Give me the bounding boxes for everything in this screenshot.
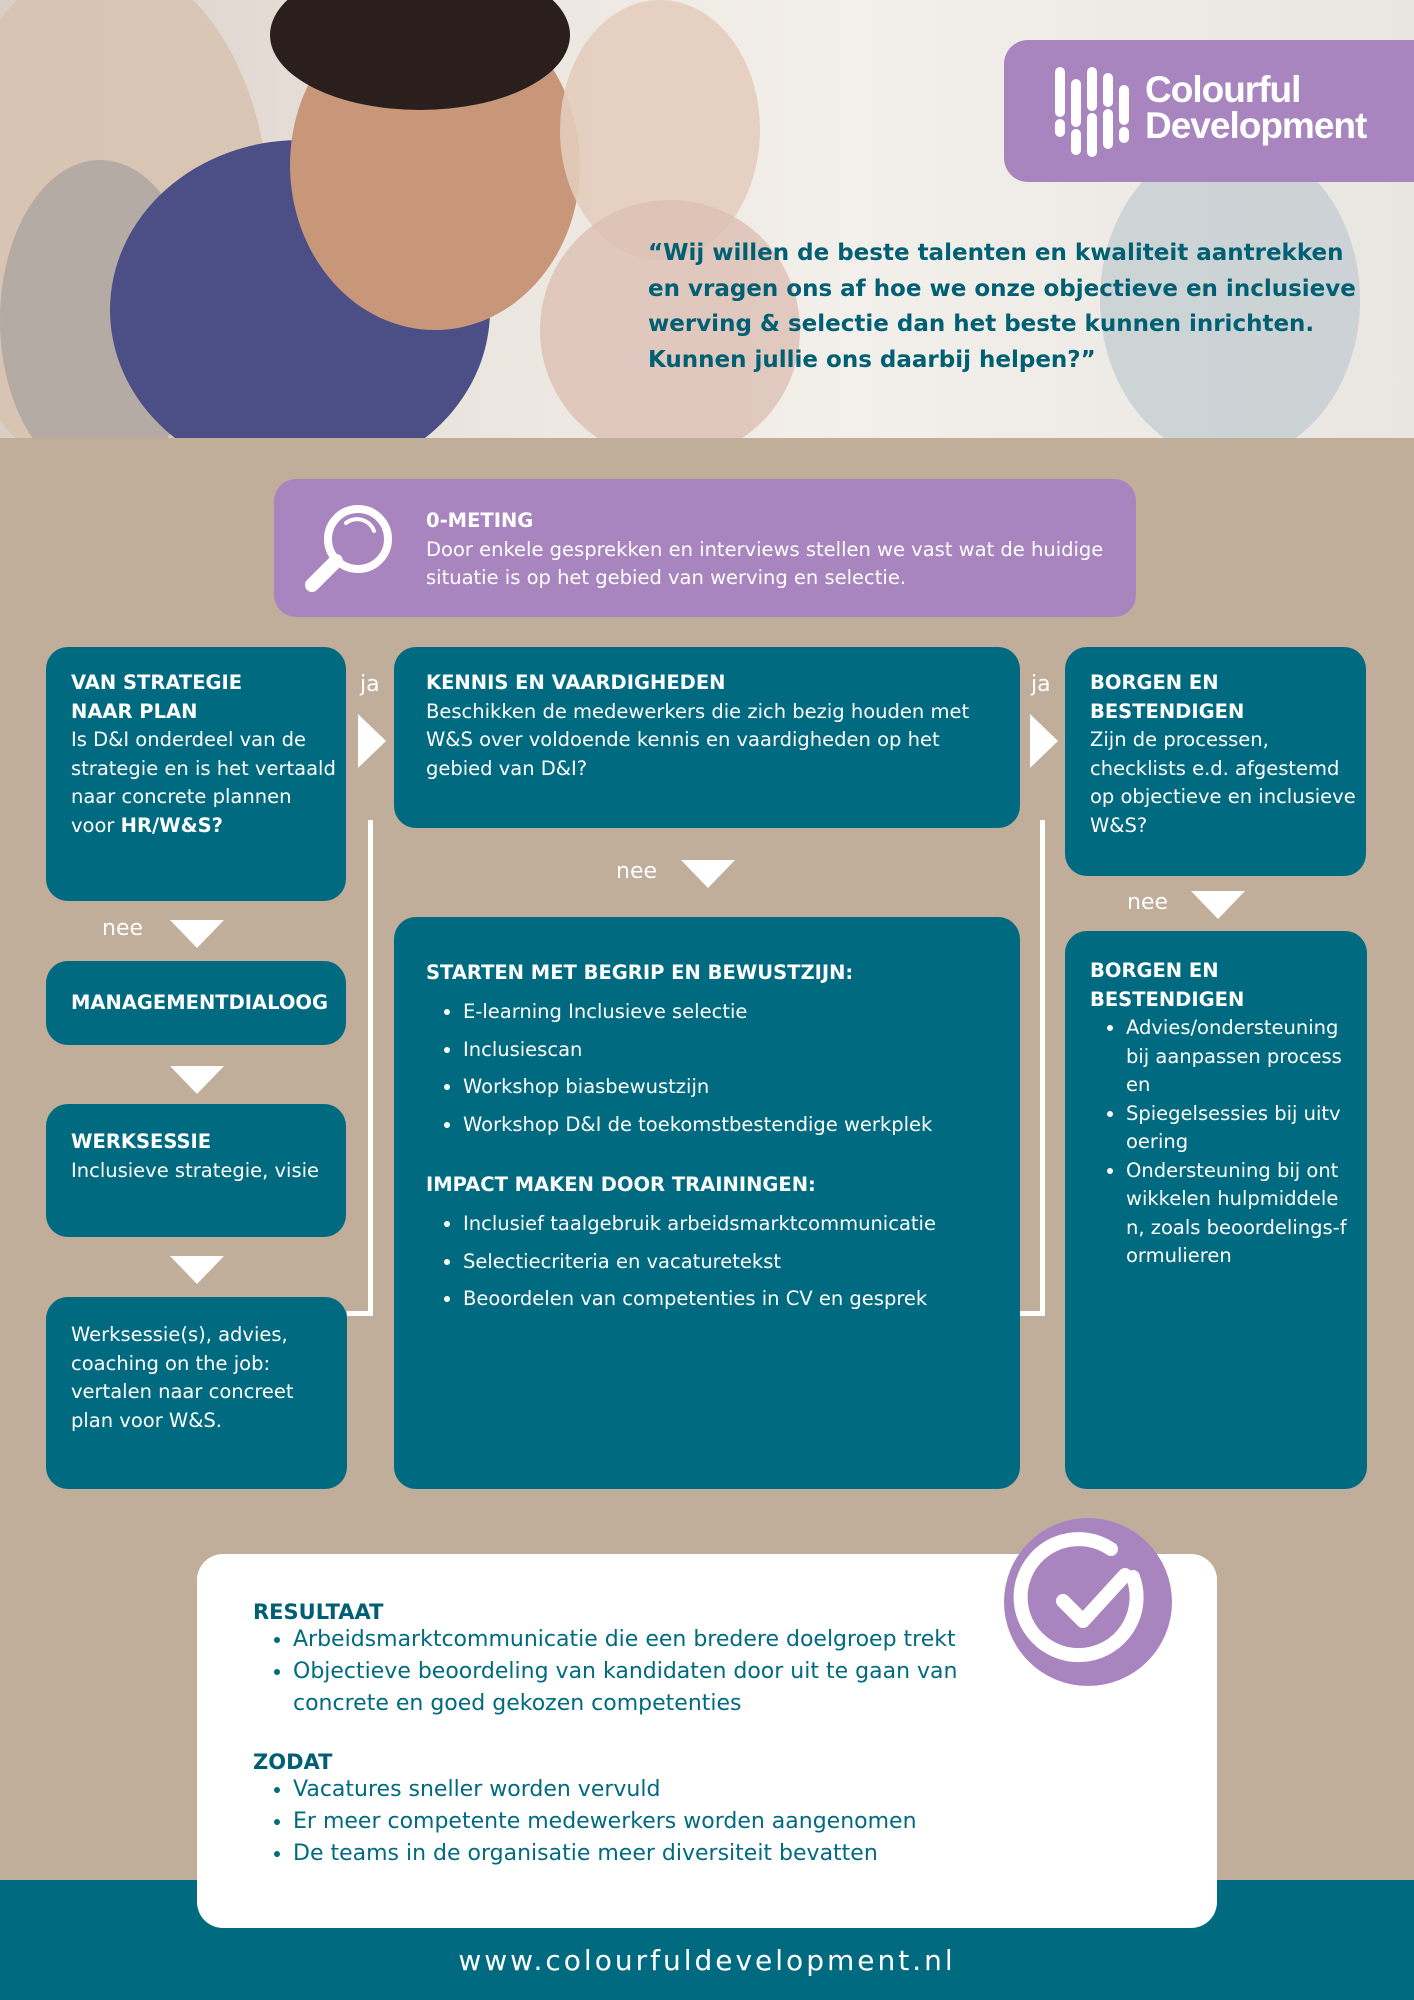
magnifier-icon [302, 501, 398, 597]
arrow-down-icon [170, 920, 224, 948]
strategy-title: VAN STRATEGIE NAAR PLAN [71, 671, 243, 723]
borgen-box [1065, 647, 1366, 876]
kennis-box [394, 647, 1020, 828]
ja-label-2: ja [1031, 672, 1051, 697]
hero-quote: “Wij willen de beste talenten en kwaliteit aantrekken en vragen ons af hoe we onze objectieve en inclusieve werving & selectie dan het beste kunnen inrichten. Kunnen jullie ons daarbij helpen?” [648, 240, 1356, 373]
meting-text: Door enkele gesprekken en interviews stellen we vast wat de huidige situatie is op het gebied van werving en selectie. [426, 537, 1104, 589]
arrow-down-icon [1191, 891, 1245, 919]
advies-box [46, 1297, 347, 1489]
zodat-title: ZODAT [253, 1750, 333, 1774]
footer-url[interactable]: www.colourfuldevelopment.nl [458, 1944, 956, 1977]
meting-box [274, 479, 1136, 617]
advies-text: Werksessie(s), advies, coaching on the job: vertalen naar concreet plan voor W&S. [71, 1323, 294, 1432]
borgen-actions-title: BORGEN EN BESTENDIGEN [1090, 959, 1245, 1011]
zodat-list [253, 1774, 1033, 1870]
werksessie-title: WERKSESSIE [71, 1130, 212, 1153]
logo-wordmark: Colourful Development [1145, 69, 1367, 146]
logo-mark-icon [1052, 62, 1134, 160]
arrow-down-icon [170, 1256, 224, 1284]
werksessie-box [46, 1104, 346, 1237]
result-title: RESULTAAT [253, 1600, 384, 1624]
strategy-text: Is D&I onderdeel van de strategie en is het vertaald naar concrete plannen voor HR/W&S? [71, 728, 336, 837]
borgen-actions-box [1065, 931, 1367, 1489]
connector-line [347, 1311, 373, 1316]
col2-nee-label: nee [616, 859, 658, 884]
arrow-right-icon [358, 714, 386, 768]
col1-nee-label: nee [102, 916, 144, 941]
connector-line [368, 820, 373, 1316]
kennis-title: KENNIS EN VAARDIGHEDEN [426, 671, 726, 694]
list-item: • Workshop biasbewustzijn [463, 1068, 1006, 1106]
col3-nee-label: nee [1127, 890, 1169, 915]
list-item: • Workshop D&I de toekomstbestendige werkplek [463, 1106, 1006, 1144]
begrip-list [426, 993, 1006, 1143]
werksessie-text: Inclusieve strategie, visie [71, 1158, 320, 1182]
begrip-title: STARTEN MET BEGRIP EN BEWUSTZIJN: [426, 961, 854, 984]
borgen-actions-list [1090, 1014, 1352, 1271]
list-item: • Beoordelen van competenties in CV en gesprek [463, 1280, 1006, 1318]
list-item: • Advies/ondersteuning bij aanpassen processen [1126, 1014, 1352, 1100]
list-item: • De teams in de organisatie meer diversiteit bevatten [293, 1838, 1033, 1870]
connector-line [1020, 1311, 1045, 1316]
management-dialog-box [46, 961, 346, 1045]
list-item: • Arbeidsmarktcommunicatie die een bredere doelgroep trekt [293, 1624, 1033, 1656]
management-dialog-title: MANAGEMENTDIALOOG [71, 991, 329, 1014]
strategy-box [46, 647, 346, 901]
list-item: • Er meer competente medewerkers worden aangenomen [293, 1806, 1033, 1838]
checkmark-circle-icon [1003, 1517, 1173, 1687]
list-item: • E-learning Inclusieve selectie [463, 993, 1006, 1031]
arrow-right-icon [1030, 714, 1058, 768]
borgen-title: BORGEN EN BESTENDIGEN [1090, 671, 1245, 723]
list-item: • Objectieve beoordeling van kandidaten door uit te gaan van concrete en goed gekozen competenties [293, 1656, 1033, 1720]
impact-list [426, 1205, 1006, 1318]
arrow-down-icon [170, 1066, 224, 1094]
kennis-text: Beschikken de medewerkers die zich bezig houden met W&S over voldoende kennis en vaardigheden op het gebied van D&I? [426, 699, 970, 780]
list-item: • Inclusief taalgebruik arbeidsmarktcommunicatie [463, 1205, 1006, 1243]
meting-title: 0-METING [426, 509, 534, 532]
borgen-text: Zijn de processen, checklists e.d. afgestemd op objectieve en inclusieve W&S? [1090, 728, 1356, 837]
list-item: • Inclusiescan [463, 1031, 1006, 1069]
result-list [253, 1624, 1033, 1720]
connector-line [1040, 820, 1045, 1316]
list-item: • Vacatures sneller worden vervuld [293, 1774, 1033, 1806]
list-item: • Selectiecriteria en vacaturetekst [463, 1243, 1006, 1281]
arrow-down-icon [681, 860, 735, 888]
list-item: • Ondersteuning bij ontwikkelen hulpmiddelen, zoals beoordelings-formulieren [1126, 1157, 1352, 1271]
list-item: • Spiegelsessies bij uitvoering [1126, 1100, 1352, 1157]
impact-title: IMPACT MAKEN DOOR TRAININGEN: [426, 1173, 816, 1196]
trainingen-box [394, 917, 1020, 1489]
ja-label-1: ja [360, 672, 380, 697]
